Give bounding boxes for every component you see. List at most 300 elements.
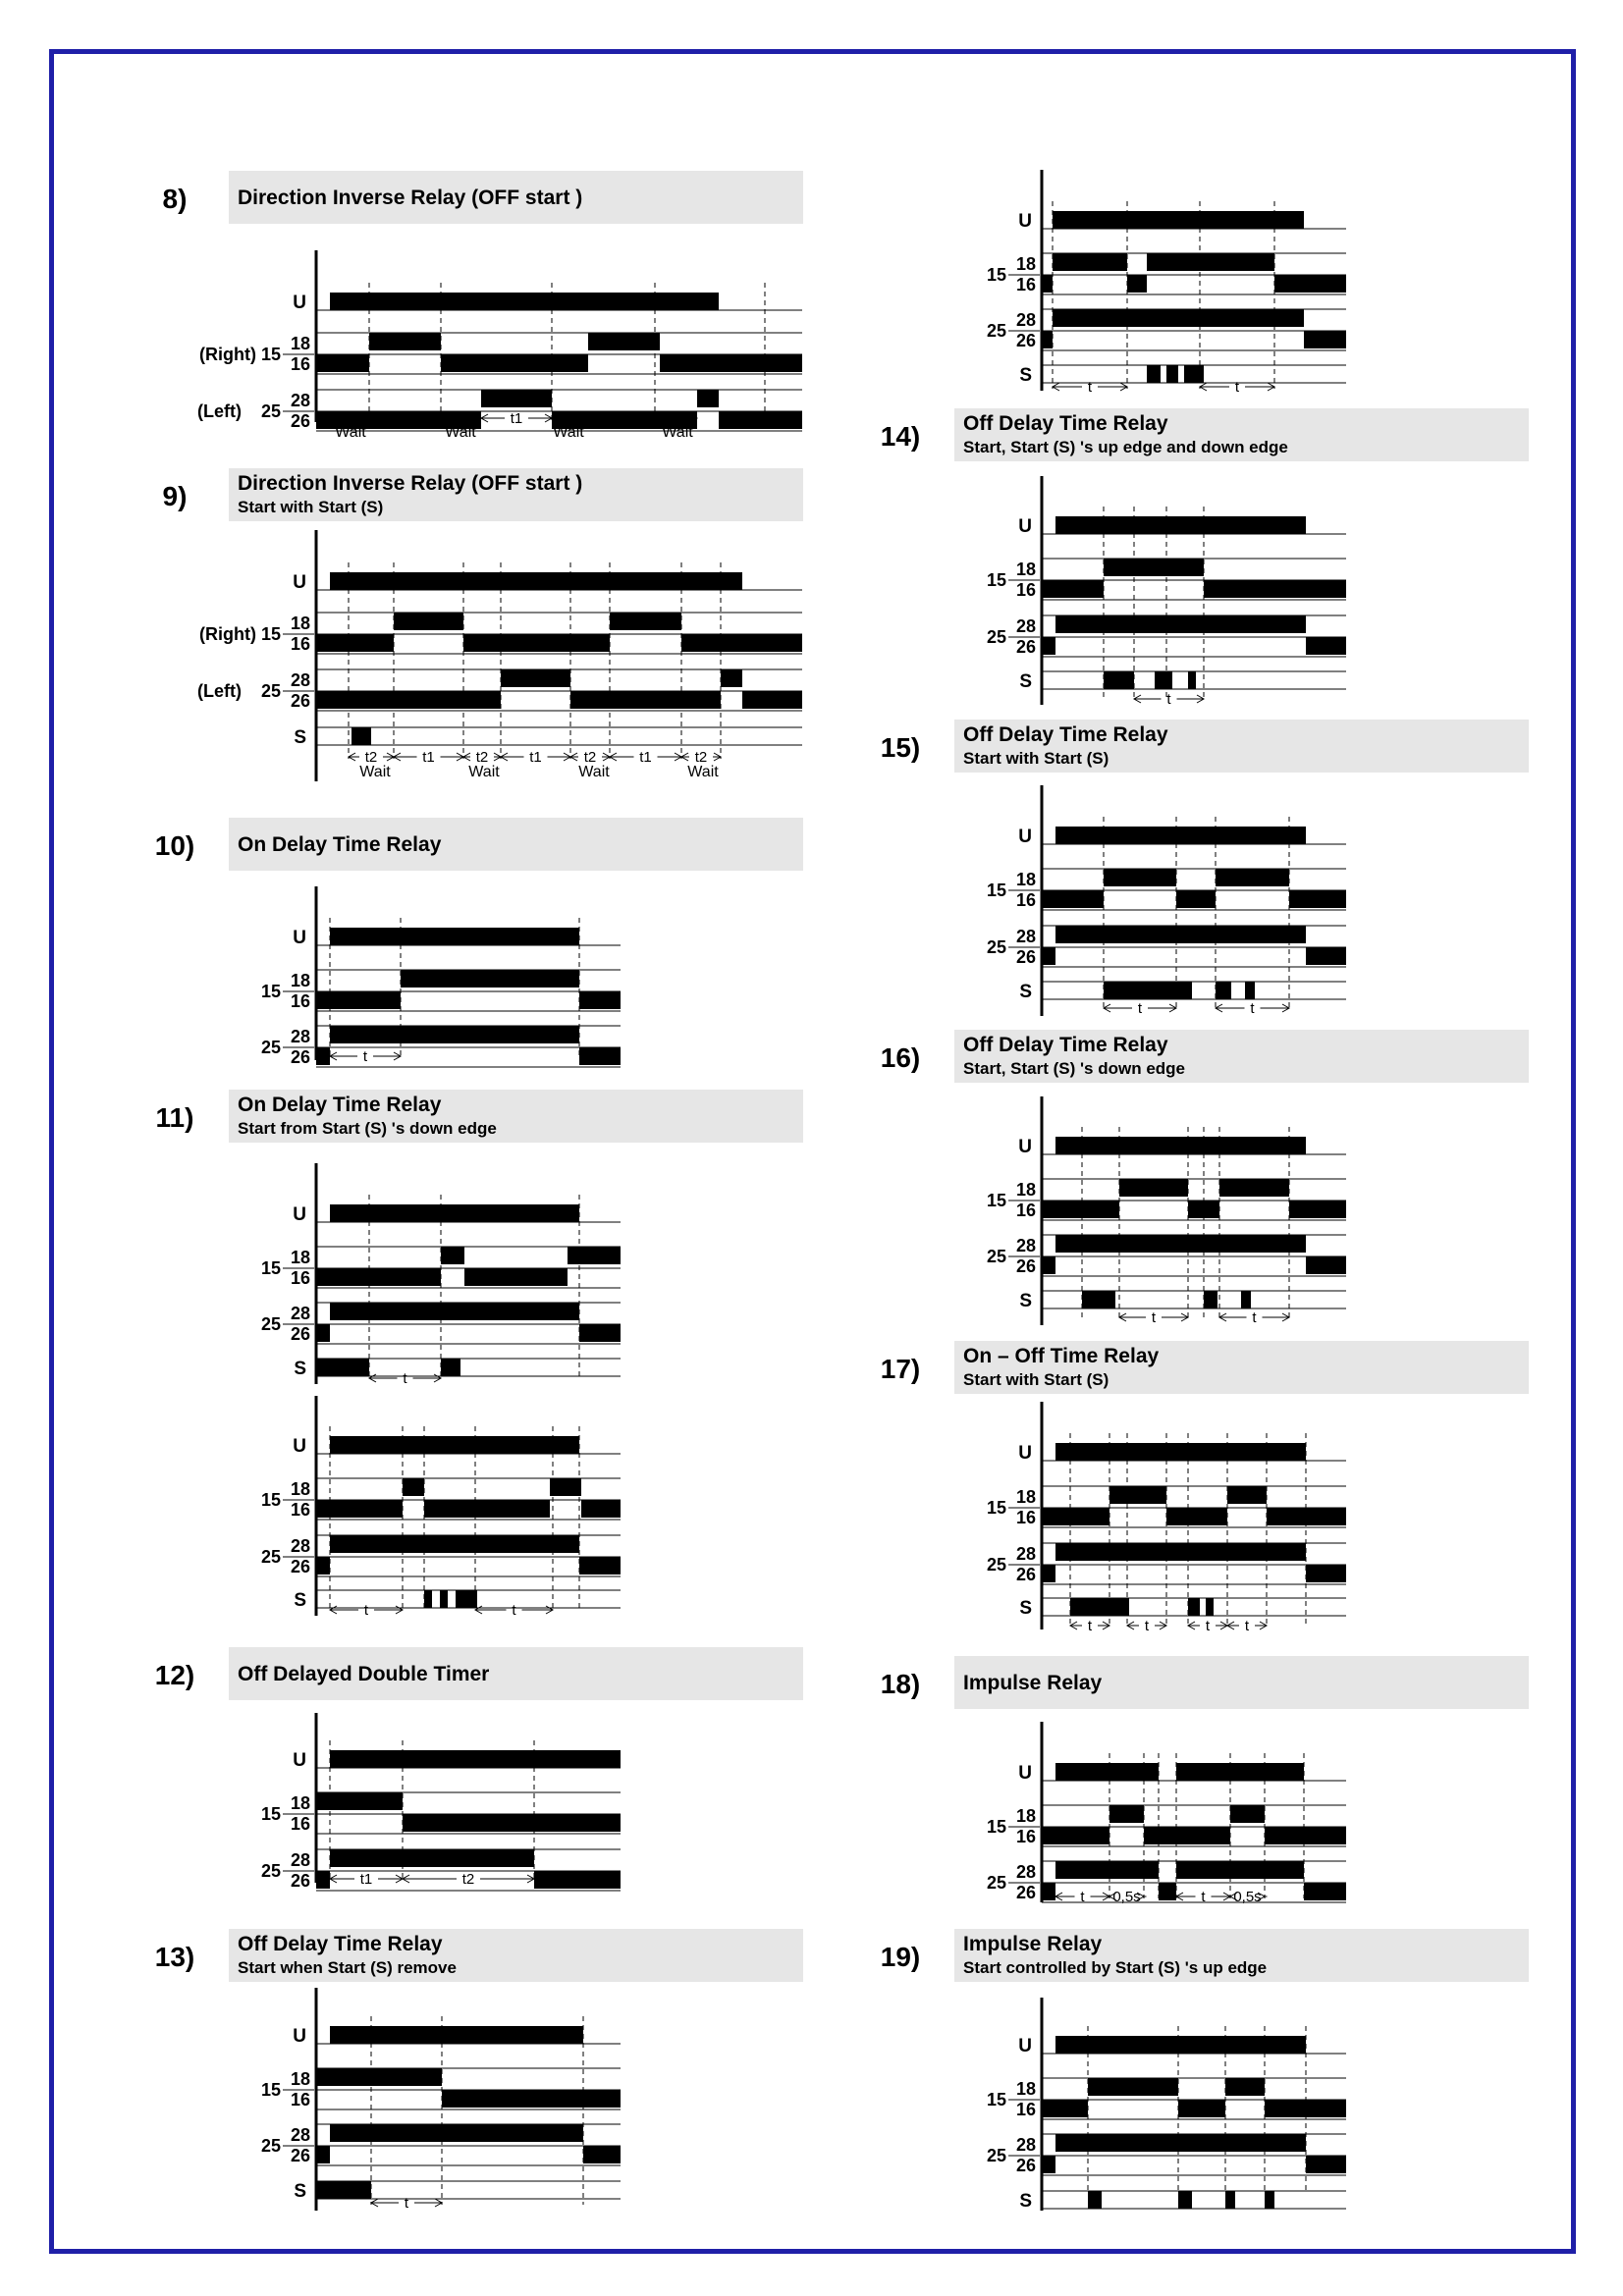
start-pulse	[1184, 365, 1204, 383]
contact-state-bar	[1304, 1883, 1346, 1900]
supply-bar	[1055, 2036, 1306, 2054]
supply-bar	[1055, 1137, 1306, 1154]
diagram-number: 18)	[880, 1669, 921, 1699]
contact-state-bar	[369, 333, 441, 350]
contact-state-bar	[1230, 1805, 1265, 1823]
terminal-label: 25	[260, 2136, 281, 2156]
contact-state-bar	[1042, 2156, 1055, 2173]
interval-label: t2	[475, 749, 489, 766]
start-pulse	[352, 727, 371, 745]
interval-label: t2	[364, 749, 378, 766]
contact-state-bar	[719, 411, 802, 429]
diagram-subtitle: Start, Start (S) 's down edge	[963, 1059, 1186, 1078]
terminal-label: 15	[986, 1498, 1006, 1518]
contact-state-bar	[481, 390, 552, 407]
contact-label: 26	[1015, 1256, 1036, 1276]
start-pulse	[316, 2181, 371, 2199]
start-pulse	[1204, 1291, 1217, 1308]
diagram-subtitle: Start controlled by Start (S) 's up edge	[963, 1958, 1268, 1977]
contact-state-bar	[1042, 890, 1104, 908]
diagram-number: 17)	[880, 1354, 921, 1384]
start-pulse	[1082, 1291, 1115, 1308]
contact-label: 16	[1015, 2100, 1036, 2119]
diagram-19	[881, 1929, 1529, 2212]
diagram-number: 13)	[154, 1942, 195, 1972]
contact-label: 16	[1015, 1201, 1036, 1220]
contact-label: 28	[1015, 1544, 1036, 1564]
start-pulse	[440, 1590, 448, 1608]
start-pulse	[316, 1359, 369, 1376]
interval-label: t2	[583, 749, 597, 766]
contact-state-bar	[464, 1268, 568, 1286]
label-u: U	[293, 1204, 306, 1225]
wait-label: Wait	[578, 764, 610, 780]
contact-state-bar	[316, 1324, 330, 1342]
side-label: (Left)	[197, 681, 242, 701]
label-u: U	[293, 572, 306, 593]
contact-state-bar	[1042, 1508, 1109, 1525]
contact-state-bar	[316, 634, 394, 652]
diagram-title: Off Delay Time Relay	[963, 412, 1168, 435]
contact-state-bar	[1176, 890, 1216, 908]
supply-bar	[330, 2026, 583, 2044]
contact-state-bar	[1042, 331, 1053, 348]
terminal-label: 25	[260, 1861, 281, 1881]
terminal-label: 15	[260, 1258, 281, 1278]
contact-label: 28	[1015, 310, 1036, 330]
terminal-label: 15	[260, 1804, 281, 1824]
interval-label: t	[1252, 1309, 1257, 1326]
contact-state-bar	[1042, 1827, 1109, 1844]
start-pulse	[1088, 2191, 1102, 2209]
contact-state-bar	[742, 691, 802, 709]
contact-state-bar	[550, 1478, 581, 1496]
diagram-18	[881, 1656, 1529, 1905]
interval-label: t1	[422, 749, 435, 766]
label-u: U	[1018, 1137, 1032, 1157]
contact-label: 26	[1015, 947, 1036, 967]
terminal-label: 25	[260, 1038, 281, 1057]
interval-label: t	[1151, 1309, 1157, 1326]
contact-state-bar	[1306, 947, 1346, 965]
diagram-number: 9)	[162, 481, 188, 511]
start-pulse	[456, 1590, 477, 1608]
terminal-label: 25	[986, 627, 1006, 647]
terminal-label: 15	[986, 881, 1006, 900]
contact-state-bar	[424, 1500, 550, 1518]
diagram-17	[881, 1341, 1529, 1634]
label-s: S	[294, 727, 306, 748]
contact-label: 28	[290, 1027, 310, 1046]
side-label: (Left)	[197, 401, 242, 421]
diagram-subtitle: Start, Start (S) 's up edge and down edge	[963, 438, 1288, 456]
diagram-11	[156, 1090, 803, 1387]
contact-state-bar	[1088, 2078, 1178, 2096]
terminal-label: (Right) 15	[199, 624, 281, 644]
label-s: S	[294, 1359, 306, 1379]
start-pulse	[1147, 365, 1161, 383]
diagram-title: Off Delay Time Relay	[238, 1933, 443, 1955]
contact-state-bar	[583, 2146, 621, 2163]
contact-label: 26	[290, 2146, 310, 2165]
interval-label: t2	[461, 1871, 475, 1888]
contact-state-bar	[1144, 1827, 1230, 1844]
interval-label: t	[1137, 1000, 1143, 1017]
contact-state-bar	[316, 2146, 330, 2163]
terminal-label: 25	[986, 937, 1006, 957]
label-s: S	[1019, 2191, 1032, 2212]
interval-label: t2	[455, 410, 467, 427]
interval-label: t1	[510, 410, 523, 427]
supply-bar	[1055, 1443, 1306, 1461]
supply-bar	[330, 1436, 579, 1454]
contact-state-bar	[660, 354, 802, 372]
start-pulse	[1245, 982, 1255, 999]
contact-label: 18	[1015, 1487, 1036, 1507]
interval-label: t1	[639, 749, 652, 766]
diagram-title: Impulse Relay	[963, 1933, 1103, 1955]
diagram-cont-7	[987, 170, 1346, 396]
contact-state-bar	[1119, 1179, 1188, 1197]
contact-label: 26	[290, 691, 310, 711]
contact-state-bar	[721, 669, 742, 687]
contact-label: 28	[290, 391, 310, 410]
diagram-title: Impulse Relay	[963, 1672, 1103, 1694]
contact-label: 26	[290, 1047, 310, 1067]
contact-state-bar	[579, 1324, 621, 1342]
contact-state-bar	[570, 691, 721, 709]
diagram-9	[163, 468, 803, 781]
label-u: U	[1018, 211, 1032, 232]
terminal-label: 15	[986, 1817, 1006, 1837]
contact-state-bar	[1176, 1861, 1304, 1879]
terminal-label: 15	[260, 1490, 281, 1510]
diagram-14	[881, 408, 1529, 708]
contact-state-bar	[1042, 1201, 1119, 1218]
contact-state-bar	[1306, 1256, 1346, 1274]
label-s: S	[1019, 982, 1032, 1002]
terminal-label: 25	[986, 321, 1006, 341]
interval-label: t1	[529, 749, 542, 766]
contact-state-bar	[463, 634, 610, 652]
contact-label: 26	[290, 1871, 310, 1891]
contact-state-bar	[579, 1047, 621, 1065]
diagram-subtitle: Start from Start (S) 's down edge	[238, 1119, 497, 1138]
interval-label: t	[1144, 1618, 1150, 1634]
contact-state-bar	[441, 354, 588, 372]
label-s: S	[1019, 1598, 1032, 1619]
diagram-number: 10)	[154, 830, 195, 861]
diagram-number: 15)	[880, 732, 921, 763]
interval-label: t2	[672, 410, 685, 427]
contact-label: 26	[290, 1324, 310, 1344]
diagram-15	[881, 720, 1529, 1017]
contact-state-bar	[316, 1500, 403, 1518]
contact-state-bar	[1055, 2134, 1306, 2152]
contact-label: 28	[290, 670, 310, 690]
diagram-number: 8)	[162, 184, 188, 214]
diagram-subtitle: Start with Start (S)	[963, 749, 1109, 768]
label-u: U	[293, 293, 306, 313]
start-pulse	[1206, 1598, 1214, 1616]
interval-label: t	[1087, 379, 1093, 396]
contact-state-bar	[1265, 2100, 1346, 2117]
label-s: S	[294, 1590, 306, 1611]
supply-bar	[330, 928, 579, 945]
contact-state-bar	[534, 1871, 621, 1889]
wait-label: Wait	[445, 424, 476, 441]
label-u: U	[293, 1750, 306, 1771]
interval-label: t1	[359, 1871, 373, 1888]
diagram-number: 11)	[155, 1102, 194, 1133]
contact-label: 18	[1015, 1180, 1036, 1200]
contact-state-bar	[330, 1535, 579, 1553]
contact-label: 16	[290, 1500, 310, 1520]
start-pulse	[1166, 365, 1178, 383]
supply-bar	[330, 293, 719, 310]
supply-bar	[1176, 1763, 1304, 1781]
contact-state-bar	[1166, 1508, 1227, 1525]
contact-label: 26	[290, 1557, 310, 1576]
contact-state-bar	[1306, 637, 1346, 655]
contact-state-bar	[1042, 1565, 1055, 1582]
diagram-subtitle: Start when Start (S) remove	[238, 1958, 457, 1977]
contact-state-bar	[501, 669, 570, 687]
interval-label: t	[512, 1602, 516, 1619]
label-u: U	[1018, 1763, 1032, 1784]
contact-state-bar	[579, 1557, 621, 1575]
wait-label: Wait	[335, 424, 366, 441]
contact-state-bar	[1055, 1543, 1306, 1561]
contact-state-bar	[441, 1247, 464, 1264]
label-u: U	[1018, 2036, 1032, 2056]
contact-state-bar	[1219, 1179, 1289, 1197]
terminal-label: 25	[260, 1547, 281, 1567]
contact-state-bar	[579, 991, 621, 1009]
terminal-label: 25	[260, 401, 281, 421]
terminal-label: 25	[986, 1247, 1006, 1266]
start-pulse	[1070, 1598, 1129, 1616]
terminal-label: 15	[986, 2090, 1006, 2109]
interval-label: t2	[694, 749, 708, 766]
label-u: U	[1018, 827, 1032, 847]
supply-bar	[330, 1204, 579, 1222]
contact-label: 16	[290, 634, 310, 654]
contact-state-bar	[610, 613, 681, 630]
diagram-subtitle: Start with Start (S)	[963, 1370, 1109, 1389]
diagram-16	[881, 1030, 1529, 1326]
diagram-cont-4	[261, 1396, 621, 1619]
interval-label: t	[404, 2195, 409, 2212]
contact-label: 18	[290, 334, 310, 353]
contact-state-bar	[330, 1849, 534, 1867]
start-pulse	[1216, 982, 1231, 999]
terminal-label: 15	[986, 570, 1006, 590]
contact-state-bar	[316, 1792, 403, 1810]
start-pulse	[1241, 1291, 1251, 1308]
interval-label: t1	[399, 410, 411, 427]
contact-state-bar	[1306, 1565, 1346, 1582]
contact-label: 16	[290, 1814, 310, 1834]
start-pulse	[441, 1359, 460, 1376]
contact-state-bar	[1304, 331, 1346, 348]
terminal-label: 25	[260, 1314, 281, 1334]
contact-state-bar	[403, 1478, 424, 1496]
wait-label: Wait	[359, 764, 391, 780]
label-u: U	[293, 2026, 306, 2047]
diagram-title: Direction Inverse Relay (OFF start )	[238, 472, 583, 495]
contact-state-bar	[1053, 253, 1127, 271]
contact-state-bar	[1055, 926, 1306, 943]
contact-label: 28	[1015, 2135, 1036, 2155]
supply-bar	[1055, 1763, 1159, 1781]
contact-label: 26	[1015, 1565, 1036, 1584]
interval-label: t	[363, 1602, 369, 1619]
contact-state-bar	[1289, 890, 1346, 908]
contact-state-bar	[697, 390, 719, 407]
supply-bar	[1055, 516, 1306, 534]
contact-label: 26	[1015, 2156, 1036, 2175]
diagram-number: 12)	[154, 1660, 195, 1690]
contact-state-bar	[1289, 1201, 1346, 1218]
label-u: U	[293, 928, 306, 948]
contact-label: 26	[1015, 1883, 1036, 1902]
contact-state-bar	[1055, 615, 1306, 633]
contact-label: 28	[290, 1536, 310, 1556]
start-pulse	[1155, 671, 1172, 689]
start-pulse	[1178, 2191, 1192, 2209]
contact-label: 26	[290, 411, 310, 431]
contact-label: 18	[1015, 560, 1036, 579]
contact-state-bar	[394, 613, 463, 630]
contact-state-bar	[316, 691, 501, 709]
terminal-label: 15	[986, 1191, 1006, 1210]
contact-label: 16	[290, 354, 310, 374]
contact-state-bar	[1042, 1256, 1055, 1274]
contact-label: 16	[1015, 890, 1036, 910]
diagram-13	[155, 1929, 803, 2212]
start-pulse	[424, 1590, 432, 1608]
diagram-number: 19)	[880, 1942, 921, 1972]
contact-label: 28	[1015, 927, 1036, 946]
interval-label: t	[403, 1370, 407, 1387]
diagram-title: On Delay Time Relay	[238, 1094, 442, 1116]
start-pulse	[1104, 671, 1134, 689]
diagram-number: 14)	[880, 421, 921, 452]
contact-label: 16	[1015, 275, 1036, 294]
interval-label: t	[1166, 691, 1171, 708]
wait-label: Wait	[553, 424, 584, 441]
start-pulse	[1225, 2191, 1235, 2209]
label-u: U	[1018, 516, 1032, 537]
label-s: S	[1019, 671, 1032, 692]
diagram-title: Off Delayed Double Timer	[238, 1663, 490, 1685]
diagram-subtitle: Start with Start (S)	[238, 498, 384, 516]
interval-label: 0,5s	[1233, 1889, 1262, 1905]
start-pulse	[1104, 982, 1192, 999]
label-s: S	[294, 2181, 306, 2202]
diagram-10	[155, 818, 803, 1067]
contact-label: 16	[290, 2090, 310, 2109]
contact-state-bar	[1204, 580, 1346, 598]
diagram-title: On Delay Time Relay	[238, 833, 442, 856]
diagram-8	[163, 171, 803, 441]
label-s: S	[1019, 1291, 1032, 1311]
contact-state-bar	[581, 1500, 621, 1518]
contact-state-bar	[1188, 1201, 1219, 1218]
contact-state-bar	[316, 1047, 330, 1065]
terminal-label: 25	[986, 1873, 1006, 1893]
contact-state-bar	[1042, 947, 1055, 965]
contact-label: 28	[290, 1850, 310, 1870]
contact-state-bar	[316, 354, 369, 372]
contact-label: 28	[1015, 1236, 1036, 1255]
terminal-label: (Right) 15	[199, 345, 281, 364]
interval-label: t	[1087, 1618, 1093, 1634]
contact-state-bar	[1227, 1486, 1267, 1504]
contact-label: 18	[1015, 2079, 1036, 2099]
contact-state-bar	[1042, 580, 1104, 598]
terminal-label: 15	[260, 2080, 281, 2100]
terminal-label: 15	[986, 265, 1006, 285]
wait-label: Wait	[468, 764, 500, 780]
diagram-title: Off Delay Time Relay	[963, 1034, 1168, 1056]
contact-label: 26	[1015, 637, 1036, 657]
label-s: S	[1019, 365, 1032, 386]
interval-label: 0,5s	[1112, 1889, 1141, 1905]
supply-bar	[330, 1750, 621, 1768]
contact-state-bar	[1216, 869, 1289, 886]
contact-label: 28	[1015, 616, 1036, 636]
diagram-title: Direction Inverse Relay (OFF start )	[238, 187, 583, 209]
wait-label: Wait	[687, 764, 719, 780]
diagram-12	[155, 1647, 803, 1891]
contact-state-bar	[1055, 1235, 1306, 1253]
contact-state-bar	[681, 634, 802, 652]
contact-label: 16	[1015, 580, 1036, 600]
terminal-label: 25	[986, 1555, 1006, 1575]
interval-label: t	[1250, 1000, 1255, 1017]
contact-label: 18	[290, 1248, 310, 1267]
interval-label: t	[1080, 1889, 1085, 1905]
contact-state-bar	[316, 991, 401, 1009]
diagram-title: Off Delay Time Relay	[963, 723, 1168, 746]
contact-label: 16	[290, 1268, 310, 1288]
supply-bar	[1053, 211, 1304, 229]
contact-state-bar	[588, 333, 660, 350]
contact-label: 28	[290, 2125, 310, 2145]
contact-state-bar	[316, 2068, 442, 2086]
contact-state-bar	[1274, 275, 1346, 293]
contact-state-bar	[330, 2124, 583, 2142]
interval-label: t	[1234, 379, 1240, 396]
contact-label: 16	[290, 991, 310, 1011]
contact-label: 18	[290, 971, 310, 990]
supply-bar	[330, 572, 742, 590]
wait-label: Wait	[662, 424, 693, 441]
contact-state-bar	[316, 1557, 330, 1575]
contact-label: 18	[290, 2069, 310, 2089]
interval-label: t	[1244, 1618, 1250, 1634]
diagram-number: 16)	[880, 1042, 921, 1073]
contact-label: 18	[290, 1793, 310, 1813]
contact-state-bar	[1306, 2156, 1346, 2173]
terminal-label: 25	[260, 681, 281, 701]
contact-state-bar	[330, 1303, 579, 1320]
contact-state-bar	[1225, 2078, 1265, 2096]
contact-state-bar	[401, 970, 579, 988]
start-pulse	[1188, 671, 1196, 689]
